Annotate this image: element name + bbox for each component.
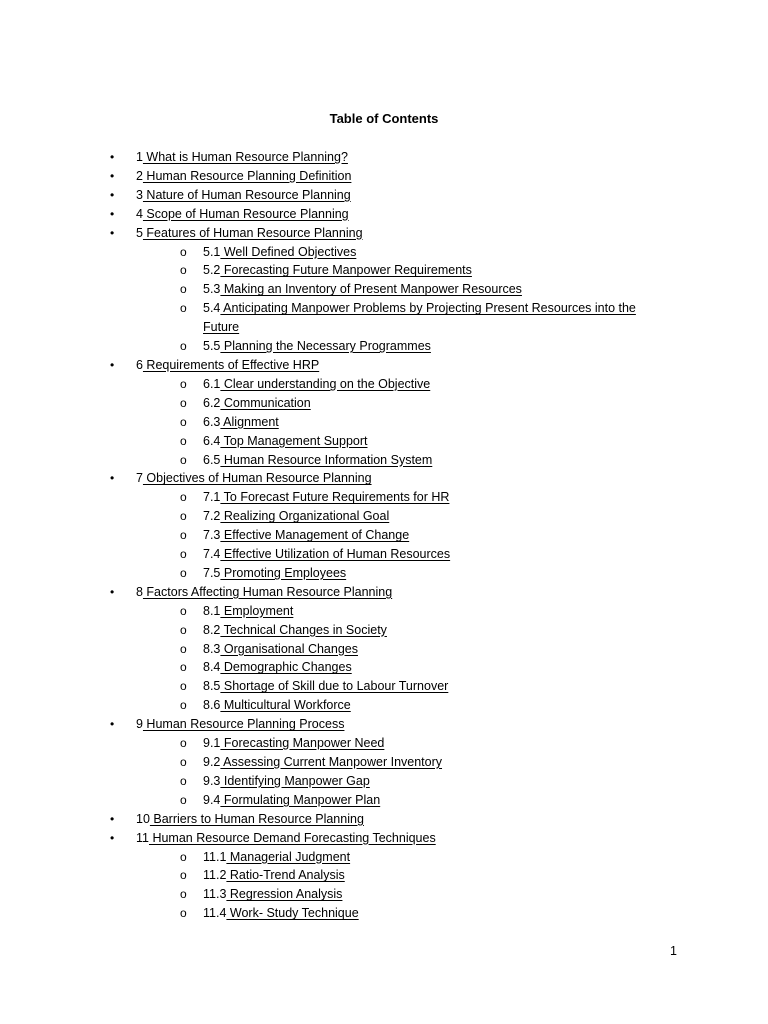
toc-entry-number: 7.1 bbox=[203, 490, 221, 505]
circle-bullet-icon: o bbox=[180, 547, 187, 562]
toc-entry-number: 5.4 bbox=[203, 301, 221, 316]
toc-entry bbox=[0, 829, 768, 848]
toc-entry bbox=[0, 299, 673, 337]
toc-entry bbox=[0, 337, 768, 356]
toc-entry-number: 5 bbox=[136, 225, 143, 240]
toc-entry-link[interactable]: Formulating Manpower Plan bbox=[220, 792, 381, 807]
toc-entry-number: 9.3 bbox=[203, 773, 221, 788]
circle-bullet-icon: o bbox=[180, 414, 187, 429]
toc-entry bbox=[0, 677, 768, 696]
toc-entry-link[interactable]: Nature of Human Resource Planning bbox=[142, 187, 351, 202]
circle-bullet-icon: o bbox=[180, 490, 187, 505]
toc-entry-link[interactable]: Scope of Human Resource Planning bbox=[142, 206, 349, 221]
toc-entry-link[interactable]: Assessing Current Manpower Inventory bbox=[220, 755, 443, 769]
toc-entry-link[interactable]: Forecasting Future Manpower Requirements bbox=[220, 263, 472, 278]
circle-bullet-icon: o bbox=[180, 301, 187, 316]
circle-bullet-icon: o bbox=[180, 906, 187, 921]
circle-bullet-icon: o bbox=[180, 641, 187, 656]
toc-entry-number: 6.5 bbox=[203, 452, 221, 467]
toc-entry-number: 11.4 bbox=[203, 906, 227, 921]
circle-bullet-icon: o bbox=[180, 433, 187, 448]
toc-entry-link[interactable]: Human Resource Planning Process bbox=[142, 717, 345, 732]
bullet-icon: • bbox=[110, 225, 115, 240]
toc-entry-link[interactable]: Communication bbox=[220, 395, 311, 410]
bullet-icon: • bbox=[110, 206, 115, 221]
toc-entry bbox=[0, 224, 768, 243]
toc-entry-number: 9.4 bbox=[203, 792, 221, 807]
toc-entry bbox=[0, 148, 768, 167]
toc-entry-number: 7 bbox=[136, 471, 143, 486]
toc-entry bbox=[0, 413, 768, 432]
toc-entry-number: 5.3 bbox=[203, 282, 221, 297]
toc-entry-link[interactable]: Managerial Judgment bbox=[226, 849, 351, 864]
circle-bullet-icon: o bbox=[180, 868, 187, 883]
toc-entry-link[interactable]: Human Resource Information System bbox=[220, 452, 433, 467]
toc-entry-link[interactable]: Promoting Employees bbox=[220, 565, 347, 580]
toc-entry-link[interactable]: Shortage of Skill due to Labour Turnover bbox=[220, 679, 449, 694]
circle-bullet-icon: o bbox=[180, 773, 187, 788]
toc-entry-number: 2 bbox=[136, 168, 143, 183]
toc-entry-link[interactable]: Human Resource Planning Definition bbox=[142, 168, 352, 183]
bullet-icon: • bbox=[110, 584, 115, 599]
toc-entry-link[interactable]: Work- Study Technique bbox=[226, 906, 359, 921]
toc-entry-link[interactable]: Well Defined Objectives bbox=[220, 244, 357, 259]
toc-entry bbox=[0, 885, 768, 904]
toc-entry-number: 7.2 bbox=[203, 509, 221, 524]
toc-entry-number: 9.2 bbox=[203, 755, 221, 769]
circle-bullet-icon: o bbox=[180, 698, 187, 713]
toc-entry-number: 11.2 bbox=[203, 868, 227, 883]
toc-entry bbox=[0, 469, 768, 488]
circle-bullet-icon: o bbox=[180, 528, 187, 543]
toc-entry bbox=[0, 621, 768, 640]
toc-entry-number: 11.1 bbox=[203, 849, 227, 864]
toc-entry-link[interactable]: Realizing Organizational Goal bbox=[220, 509, 390, 524]
toc-entry-number: 7.5 bbox=[203, 565, 221, 580]
toc-entry-number: 5.2 bbox=[203, 263, 221, 278]
circle-bullet-icon: o bbox=[180, 660, 187, 675]
toc-entry bbox=[0, 167, 768, 186]
toc-entry-number: 7.3 bbox=[203, 528, 221, 543]
circle-bullet-icon: o bbox=[180, 339, 187, 354]
toc-entry-link[interactable]: Identifying Manpower Gap bbox=[220, 773, 370, 788]
toc-entry-number: 11 bbox=[136, 830, 149, 845]
page-number: 1 bbox=[670, 944, 677, 958]
toc-entry-number: 7.4 bbox=[203, 547, 221, 562]
toc-entry bbox=[0, 696, 768, 715]
circle-bullet-icon: o bbox=[180, 849, 187, 864]
toc-entry-link[interactable]: Top Management Support bbox=[220, 433, 368, 448]
toc-entry-number: 11.3 bbox=[203, 887, 227, 902]
toc-entry-link[interactable]: Anticipating Manpower Problems by Projecting Present Resources into the Future bbox=[203, 301, 636, 335]
toc-entry-number: 1 bbox=[136, 150, 143, 164]
toc-entry-link[interactable]: Technical Changes in Society bbox=[220, 622, 387, 637]
toc-entry bbox=[0, 564, 768, 583]
circle-bullet-icon: o bbox=[180, 603, 187, 618]
circle-bullet-icon: o bbox=[180, 376, 187, 391]
circle-bullet-icon: o bbox=[180, 244, 187, 259]
toc-entry bbox=[0, 488, 768, 507]
toc-entry-link[interactable]: Alignment bbox=[220, 414, 279, 429]
toc-entry bbox=[0, 904, 768, 923]
circle-bullet-icon: o bbox=[180, 887, 187, 902]
circle-bullet-icon: o bbox=[180, 622, 187, 637]
toc-entry-link[interactable]: Demographic Changes bbox=[220, 660, 352, 675]
bullet-icon: • bbox=[110, 811, 115, 826]
toc-list bbox=[0, 148, 768, 923]
toc-entry-number: 6.3 bbox=[203, 414, 221, 429]
toc-entry bbox=[0, 753, 768, 772]
circle-bullet-icon: o bbox=[180, 282, 187, 297]
toc-entry bbox=[0, 810, 768, 829]
circle-bullet-icon: o bbox=[180, 452, 187, 467]
toc-entry bbox=[0, 866, 768, 885]
toc-entry bbox=[0, 526, 768, 545]
toc-entry bbox=[0, 451, 768, 470]
toc-entry bbox=[0, 186, 768, 205]
bullet-icon: • bbox=[110, 150, 115, 164]
toc-entry-link[interactable]: Human Resource Demand Forecasting Techniques bbox=[148, 830, 436, 845]
toc-entry-number: 10 bbox=[136, 811, 150, 826]
toc-entry-number: 3 bbox=[136, 187, 143, 202]
toc-entry bbox=[0, 583, 768, 602]
toc-entry bbox=[0, 734, 768, 753]
circle-bullet-icon: o bbox=[180, 679, 187, 694]
toc-entry bbox=[0, 394, 768, 413]
toc-entry bbox=[0, 356, 768, 375]
circle-bullet-icon: o bbox=[180, 565, 187, 580]
bullet-icon: • bbox=[110, 168, 115, 183]
toc-entry bbox=[0, 507, 768, 526]
toc-entry-number: 8 bbox=[136, 584, 143, 599]
toc-entry-number: 8.6 bbox=[203, 698, 221, 713]
toc-title: Table of Contents bbox=[329, 111, 439, 126]
toc-entry bbox=[0, 772, 768, 791]
circle-bullet-icon: o bbox=[180, 755, 187, 769]
toc-entry-link[interactable]: Objectives of Human Resource Planning bbox=[142, 471, 372, 486]
toc-entry-number: 6.2 bbox=[203, 395, 221, 410]
toc-entry bbox=[0, 280, 768, 299]
toc-entry-link[interactable]: Multicultural Workforce bbox=[220, 698, 351, 713]
circle-bullet-icon: o bbox=[180, 736, 187, 751]
toc-entry bbox=[0, 375, 768, 394]
toc-entry bbox=[0, 432, 768, 451]
circle-bullet-icon: o bbox=[180, 792, 187, 807]
toc-entry-number: 8.5 bbox=[203, 679, 221, 694]
toc-entry-number: 9 bbox=[136, 717, 143, 732]
toc-entry-link[interactable]: Planning the Necessary Programmes bbox=[220, 339, 431, 354]
toc-entry-number: 8.4 bbox=[203, 660, 221, 675]
toc-entry bbox=[0, 715, 768, 734]
bullet-icon: • bbox=[110, 187, 115, 202]
toc-entry-number: 8.3 bbox=[203, 641, 221, 656]
circle-bullet-icon: o bbox=[180, 263, 187, 278]
toc-entry-link[interactable]: Effective Utilization of Human Resources bbox=[220, 547, 451, 562]
toc-entry-number: 4 bbox=[136, 206, 143, 221]
bullet-icon: • bbox=[110, 471, 115, 486]
toc-entry-link[interactable]: Barriers to Human Resource Planning bbox=[149, 811, 364, 826]
toc-entry-link[interactable]: Features of Human Resource Planning bbox=[142, 225, 363, 240]
toc-entry-link[interactable]: To Forecast Future Requirements for HR bbox=[220, 490, 450, 505]
bullet-icon: • bbox=[110, 717, 115, 732]
toc-entry bbox=[0, 791, 768, 810]
toc-entry-link[interactable]: Regression Analysis bbox=[226, 887, 343, 902]
toc-entry-link[interactable]: What is Human Resource Planning? bbox=[142, 150, 348, 164]
toc-entry-number: 6 bbox=[136, 357, 143, 372]
toc-entry-number: 9.1 bbox=[203, 736, 221, 751]
toc-entry bbox=[0, 658, 768, 677]
toc-entry-link[interactable]: Clear understanding on the Objective bbox=[220, 376, 431, 391]
toc-entry-link[interactable]: Ratio-Trend Analysis bbox=[226, 868, 345, 883]
toc-entry-number: 6.4 bbox=[203, 433, 221, 448]
toc-entry bbox=[0, 261, 768, 280]
bullet-icon: • bbox=[110, 357, 115, 372]
toc-entry bbox=[0, 640, 768, 659]
toc-entry-link[interactable]: Organisational Changes bbox=[220, 641, 358, 656]
toc-entry-number: 6.1 bbox=[203, 376, 221, 391]
toc-entry-link[interactable]: Requirements of Effective HRP bbox=[142, 357, 320, 372]
toc-entry bbox=[0, 602, 768, 621]
toc-entry-number: 8.1 bbox=[203, 603, 221, 618]
toc-entry bbox=[0, 243, 768, 262]
toc-entry-link[interactable]: Effective Management of Change bbox=[220, 528, 410, 543]
toc-entry bbox=[0, 545, 768, 564]
toc-entry-number: 5.1 bbox=[203, 244, 221, 259]
toc-entry bbox=[0, 848, 768, 867]
toc-entry-link[interactable]: Making an Inventory of Present Manpower Resources bbox=[220, 282, 522, 297]
toc-entry bbox=[0, 205, 768, 224]
toc-entry-link[interactable]: Factors Affecting Human Resource Planning bbox=[142, 584, 393, 599]
circle-bullet-icon: o bbox=[180, 395, 187, 410]
bullet-icon: • bbox=[110, 830, 115, 845]
circle-bullet-icon: o bbox=[180, 509, 187, 524]
toc-entry-number: 8.2 bbox=[203, 622, 221, 637]
toc-entry-link[interactable]: Employment bbox=[220, 603, 294, 618]
toc-entry-number: 5.5 bbox=[203, 339, 221, 354]
toc-entry-link[interactable]: Forecasting Manpower Need bbox=[220, 736, 385, 751]
